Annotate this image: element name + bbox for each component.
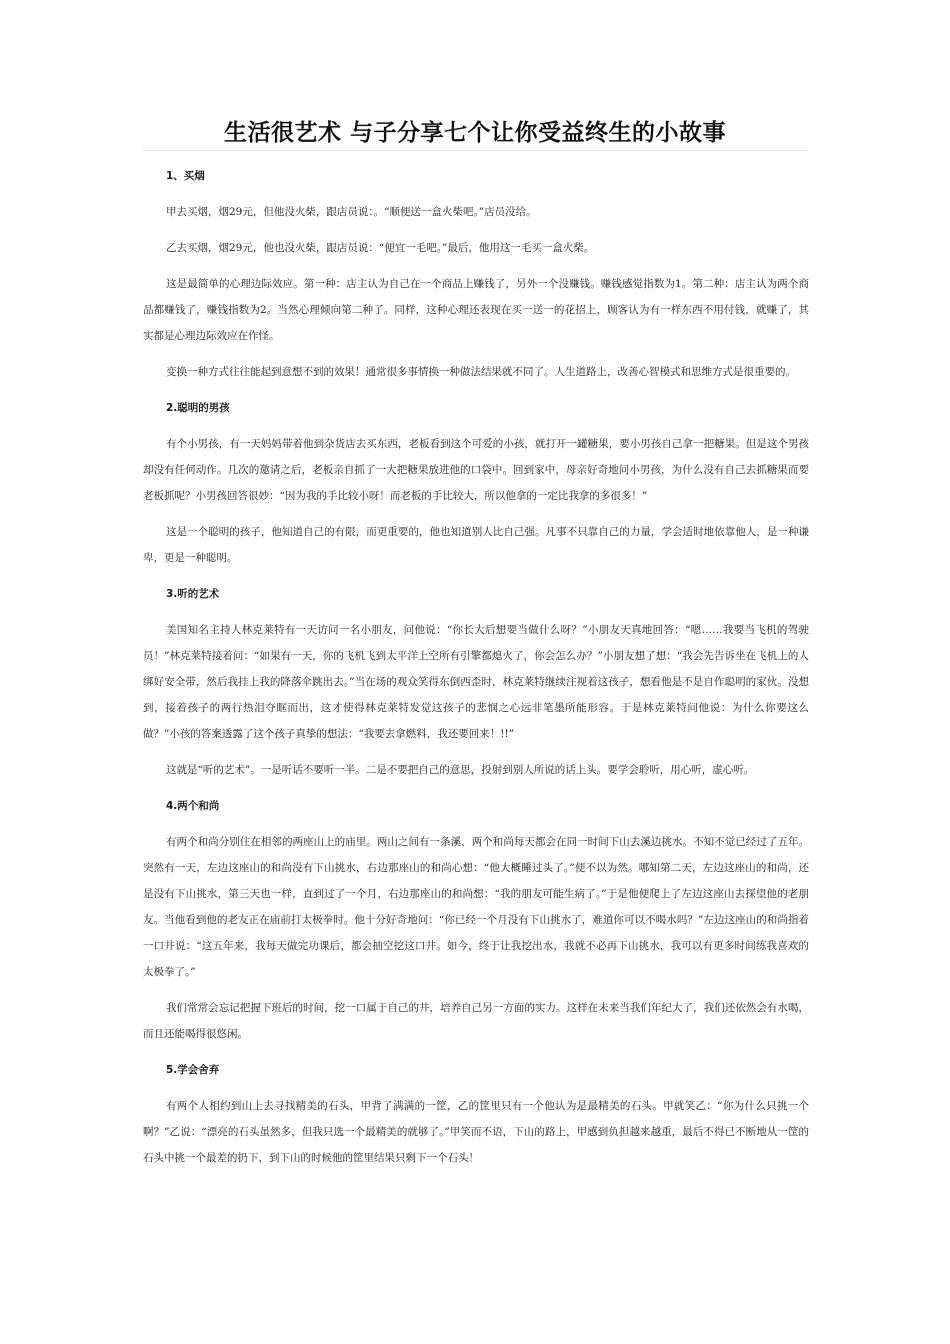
paragraph: 甲去买烟，烟29元，但他没火柴，跟店员说：。“顺便送一盒火柴吧。”店员没给。 [166,206,537,218]
paragraph: 乙去买烟，烟29元，他也没火柴，跟店员说：“便宜一毛吧。”最后，他用这一毛买一盒火柴。 [166,242,595,254]
section-heading: 4.两个和尚 [166,800,220,812]
paragraph: 有两个和尚分别住在相邻的两座山上的庙里。两山之间有一条溪，两个和尚每天都会在同一时间下山去溪边挑水。不知不觉已经过了五年。突然有一天，左边这座山的和尚没有下山挑水，右边那座山的和尚心想：“他大概睡过头了。”便不以为然。哪知第二天，左边这座山的和尚，还是没有下山挑水，第三天也一样，直到过了一个月，右边那座山的和尚想：“我的朋友可能生病了。”于是他便爬上了左边这座山去探望他的老朋友。当他看到他的老友正在庙前打太极拳时。他十分好奇地问：“你已经一个月没有下山挑水了，难道你可以不喝水吗？”左边这座山的和尚指着一口井说：“这五年来，我每天做完功课后，都会抽空挖这口井。如今，终于让我挖出水，我就不必再下山挑水，我可以有更多时间练我喜欢的太极拳了。” [143,836,809,978]
story-section-4 [143,793,809,1047]
story-section-3 [143,581,809,783]
page-title: 生活很艺术 与子分享七个让你受益终生的小故事 [223,120,726,146]
paragraph: 美国知名主持人林克莱特有一天访问一名小朋友，问他说：“你长大后想要当做什么呀？”小朋友天真地回答：“嗯……我要当飞机的驾驶员！”林克莱特接着问：“如果有一天，你的飞机飞到太平洋上空所有引擎都熄火了，你会怎么办？”小朋友想了想：“我会先告诉坐在飞机上的人绑好安全带，然后我挂上我的降落伞跳出去。”当在场的观众笑得东倒西歪时，林克莱特继续注视着这孩子，想看他是不是自作聪明的家伙。没想到，接着孩子的两行热泪夺眶而出，这才使得林克莱特发觉这孩子的悲悯之心远非笔墨所能形容。于是林克莱特问他说：为什么你要这么做？”小孩的答案透露了这个孩子真挚的想法：“我要去拿燃料，我还要回来！!!” [143,624,809,740]
story-section-2 [143,395,809,571]
paragraph: 有个小男孩，有一天妈妈带着他到杂货店去买东西，老板看到这个可爱的小孩，就打开一罐糖果，要小男孩自己拿一把糖果。但是这个男孩却没有任何动作。几次的邀请之后，老板亲自抓了一大把糖果放进他的口袋中。回到家中，母亲好奇地问小男孩，为什么没有自己去抓糖果而要老板抓呢？小男孩回答很妙：“因为我的手比较小呀！而老板的手比较大，所以他拿的一定比我拿的多很多！” [143,438,809,502]
paragraph: 这是最简单的心理边际效应。第一种：店主认为自己在一个商品上赚钱了，另外一个没赚钱。赚钱感觉指数为1。第二种：店主认为两个商品都赚钱了，赚钱指数为2。当然心理倾向第二种了。同样，这种心理还表现在买一送一的花招上，顾客认为有一样东西不用付钱，就赚了，其实都是心理边际效应在作怪。 [143,278,809,342]
story-section-5 [143,1057,809,1171]
paragraph: 我们常常会忘记把握下班后的时间，挖一口属于自己的井，培养自己另一方面的实力。这样在未来当我们年纪大了，我们还依然会有水喝，而且还能喝得很悠闲。 [143,1002,809,1040]
title-divider [143,150,807,151]
section-heading: 3.听的艺术 [166,588,220,600]
article-body [143,163,809,1181]
section-heading: 1、买烟 [166,170,205,182]
paragraph: 这是一个聪明的孩子，他知道自己的有限，而更重要的，他也知道别人比自己强。凡事不只靠自己的力量，学会适时地依靠他人，是一种谦卑，更是一种聪明。 [143,526,809,564]
paragraph: 变换一种方式往往能起到意想不到的效果！通常很多事情换一种做法结果就不同了。人生道路上，改善心智模式和思维方式是很重要的。 [166,366,796,378]
paragraph: 这就是“听的艺术”。一是听话不要听一半。二是不要把自己的意思，投射到别人所说的话上头。要学会聆听，用心听，虚心听。 [166,764,755,776]
paragraph: 有两个人相约到山上去寻找精美的石头，甲背了满满的一筐，乙的筐里只有一个他认为是最精美的石头。甲就笑乙：“你为什么只挑一个啊？”乙说：“漂亮的石头虽然多，但我只选一个最精美的就够了。”甲笑而不语，下山的路上，甲感到负担越来越重，最后不得已不断地从一筐的石头中挑一个最差的扔下，到下山的时候他的筐里结果只剩下一个石头！ [143,1100,809,1164]
section-heading: 5.学会舍弃 [166,1064,220,1076]
story-section-1 [143,163,809,385]
section-heading: 2.聪明的男孩 [166,402,230,414]
